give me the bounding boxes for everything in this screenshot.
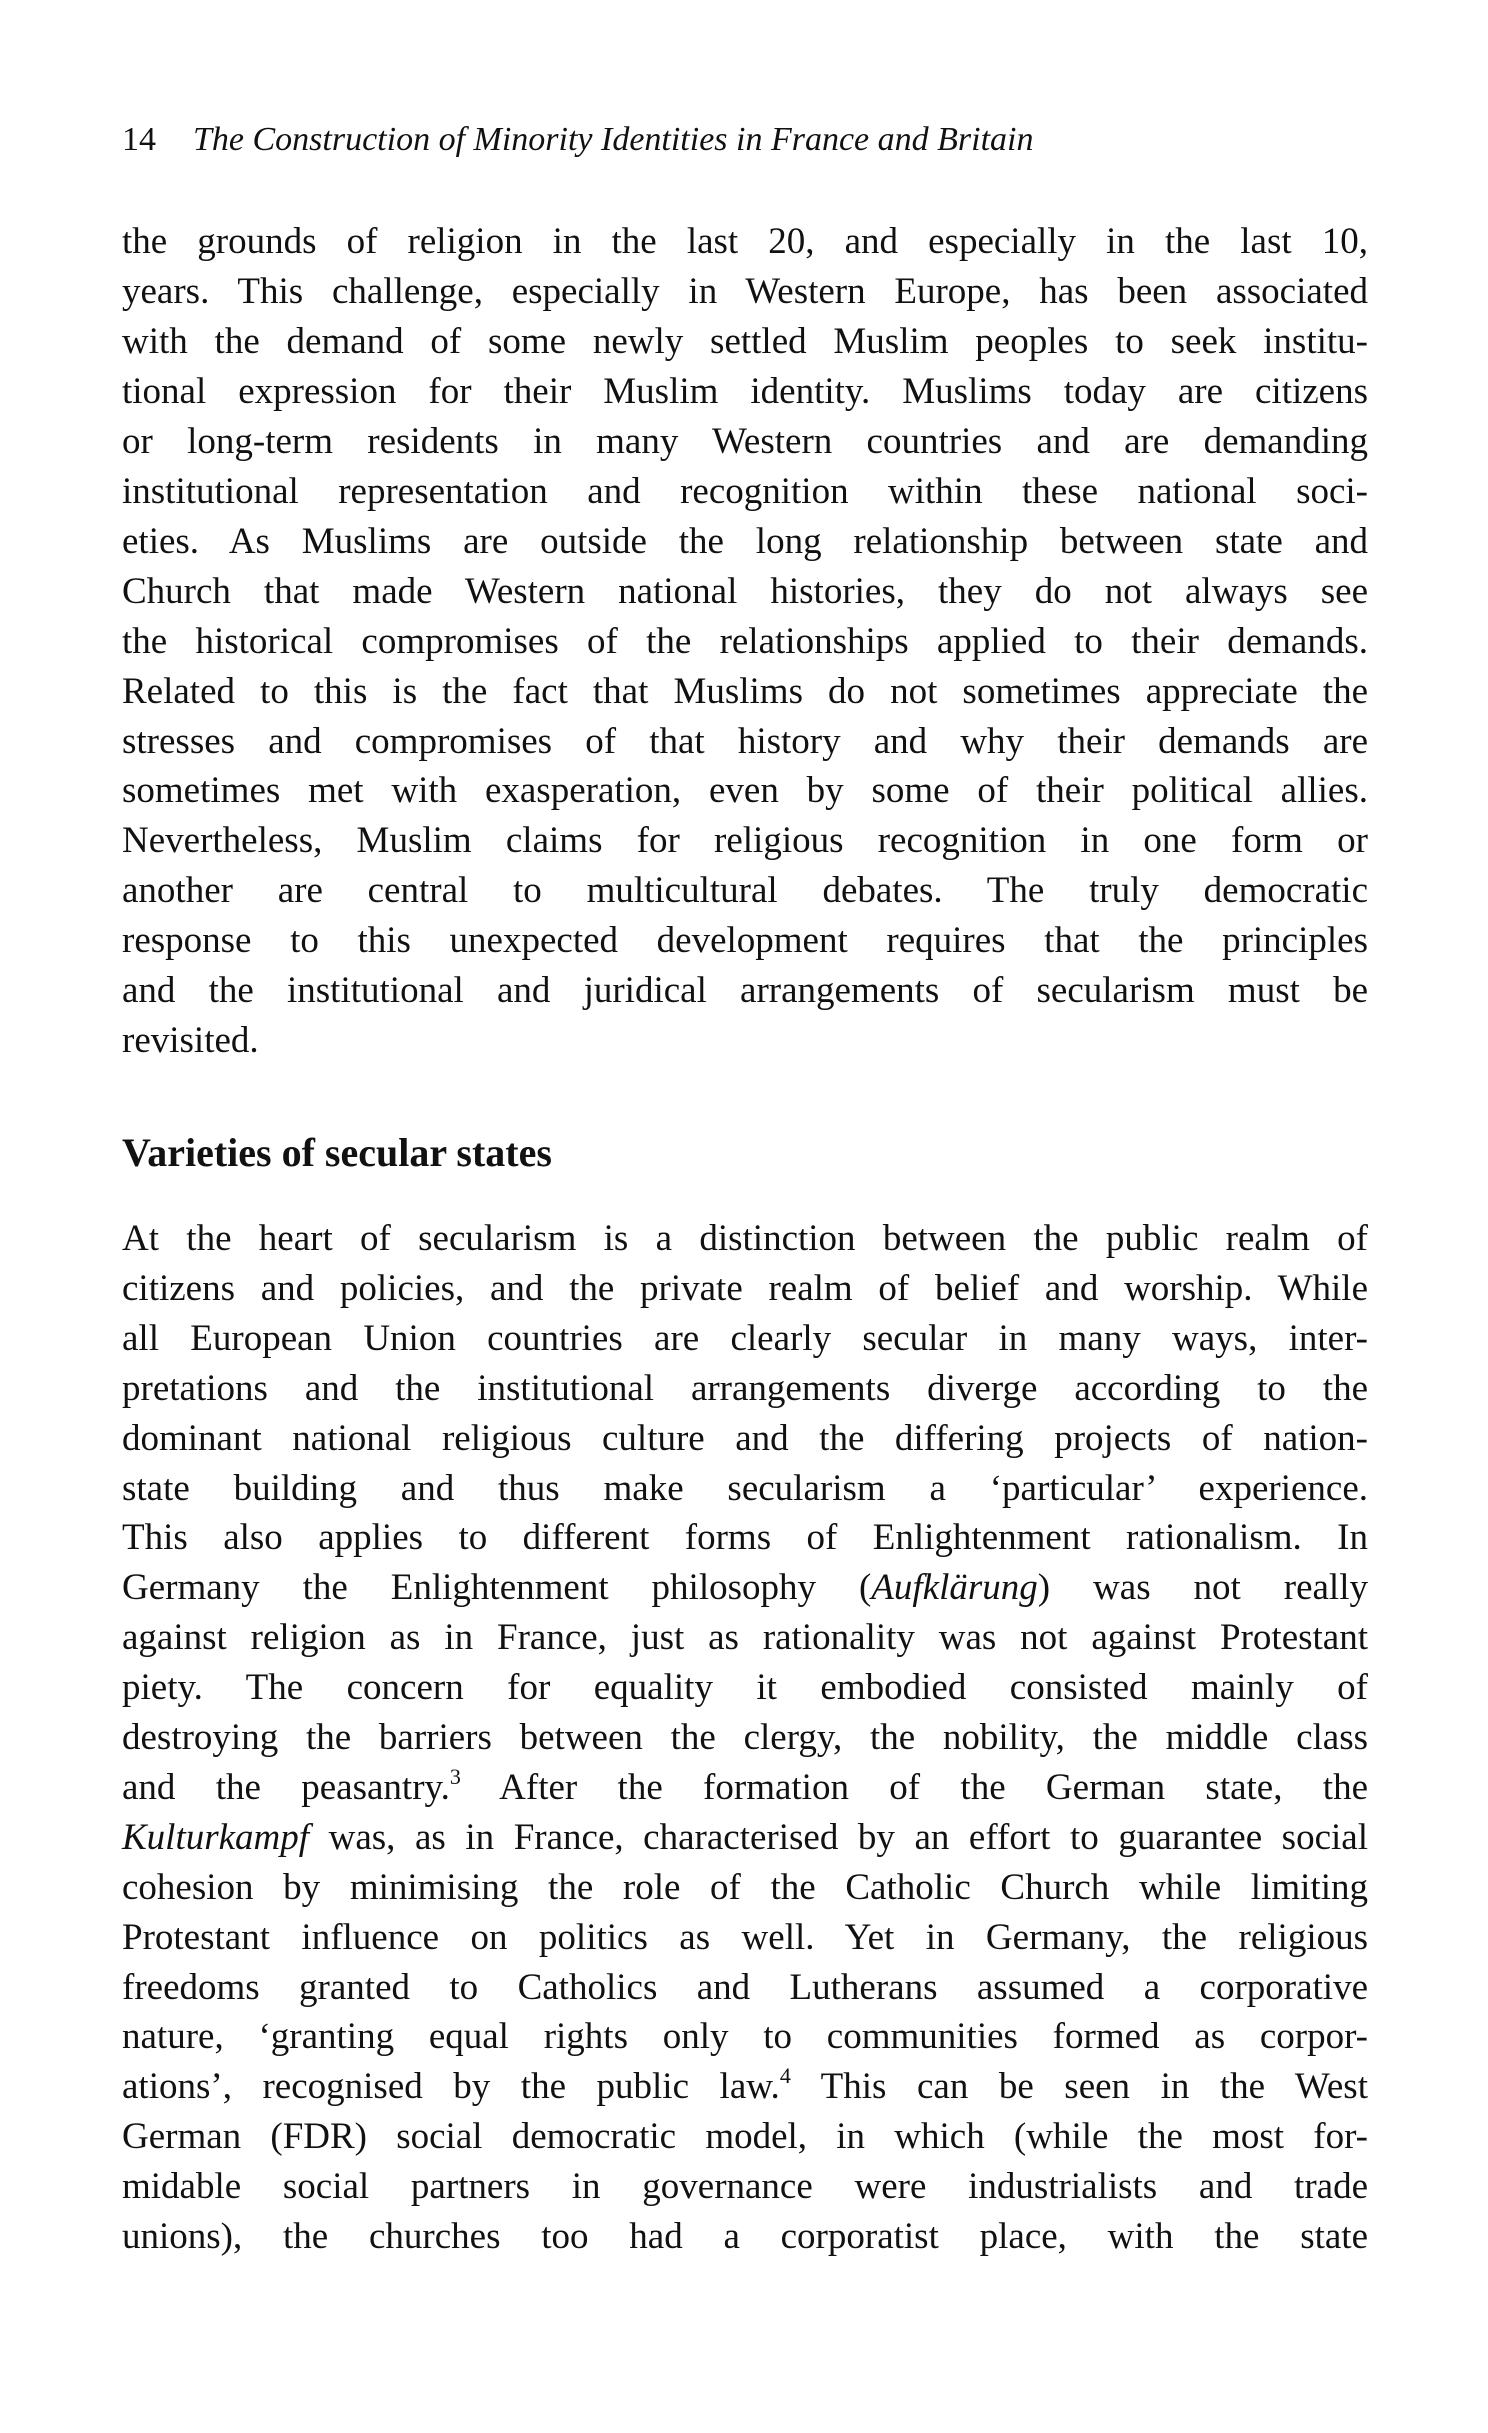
book-title: The Construction of Minority Identities in France and Britain <box>193 121 1034 158</box>
text-line: the grounds of religion in the last 20, and especially in the last 10, <box>122 221 1368 262</box>
text-line: with the demand of some newly settled Muslim peoples to seek institu- <box>122 321 1368 362</box>
text-line: piety. The concern for equality it embodied consisted mainly of <box>122 1667 1368 1708</box>
section-heading: Varieties of secular states <box>122 1130 552 1175</box>
text-line: Germany the Enlightenment philosophy (Aufklärung) was not really <box>122 1567 1368 1608</box>
text-line: Kulturkampf was, as in France, characterised by an effort to guarantee social <box>122 1817 1368 1858</box>
text-line: Related to this is the fact that Muslims do not sometimes appreciate the <box>122 671 1368 712</box>
text-line: ations’, recognised by the public law.$^4$ This can be seen in the West <box>122 2062 1368 2107</box>
text-line: tional expression for their Muslim identity. Muslims today are citizens <box>122 371 1368 412</box>
running-head <box>122 118 1034 162</box>
text-line: citizens and policies, and the private realm of belief and worship. While <box>122 1268 1368 1309</box>
text-line: At the heart of secularism is a distinction between the public realm of <box>122 1218 1368 1259</box>
text-line: German (FDR) social democratic model, in which (while the most for- <box>122 2116 1368 2157</box>
text-line: state building and thus make secularism a ‘particular’ experience. <box>122 1468 1368 1509</box>
italic-term: Kulturkampf <box>122 1817 310 1858</box>
text-line: Protestant influence on politics as well. Yet in Germany, the religious <box>122 1917 1368 1958</box>
text-line: nature, ‘granting equal rights only to communities formed as corpor- <box>122 2016 1368 2057</box>
text-line: freedoms granted to Catholics and Lutherans assumed a corporative <box>122 1967 1368 2008</box>
text-line: all European Union countries are clearly secular in many ways, inter- <box>122 1318 1368 1359</box>
text-line: and the institutional and juridical arrangements of secularism must be <box>122 970 1368 1011</box>
text-line: Church that made Western national histories, they do not always see <box>122 571 1368 612</box>
text-line: destroying the barriers between the clergy, the nobility, the middle class <box>122 1717 1368 1758</box>
text-line: stresses and compromises of that history and why their demands are <box>122 721 1368 762</box>
text-line: or long-term residents in many Western countries and are demanding <box>122 421 1368 462</box>
footnote-marker: 3 <box>449 1763 461 1789</box>
text-line: pretations and the institutional arrangements diverge according to the <box>122 1368 1368 1409</box>
text-line: the historical compromises of the relationships applied to their demands. <box>122 621 1368 662</box>
text-line: response to this unexpected development requires that the principles <box>122 920 1368 961</box>
text-line: midable social partners in governance were industrialists and trade <box>122 2166 1368 2207</box>
text-line: revisited. <box>122 1020 259 1061</box>
text-line: years. This challenge, especially in Western Europe, has been associated <box>122 271 1368 312</box>
text-line: against religion as in France, just as rationality was not against Protestant <box>122 1617 1368 1658</box>
text-line: dominant national religious culture and the differing projects of nation- <box>122 1418 1368 1459</box>
footnote-marker: 4 <box>779 2062 791 2088</box>
text-line: cohesion by minimising the role of the Catholic Church while limiting <box>122 1867 1368 1908</box>
text-line: eties. As Muslims are outside the long relationship between state and <box>122 521 1368 562</box>
text-line: institutional representation and recognition within these national soci- <box>122 471 1368 512</box>
text-line: Nevertheless, Muslim claims for religious recognition in one form or <box>122 820 1368 861</box>
text-line: another are central to multicultural debates. The truly democratic <box>122 870 1368 911</box>
text-line: sometimes met with exasperation, even by some of their political allies. <box>122 770 1368 811</box>
page-number: 14 <box>122 121 156 158</box>
text-line: unions), the churches too had a corporatist place, with the state <box>122 2216 1368 2257</box>
italic-term: Aufklärung <box>871 1567 1038 1608</box>
text-line: This also applies to different forms of Enlightenment rationalism. In <box>122 1517 1368 1558</box>
text-line: and the peasantry.$^3$ After the formation of the German state, the <box>122 1763 1368 1808</box>
